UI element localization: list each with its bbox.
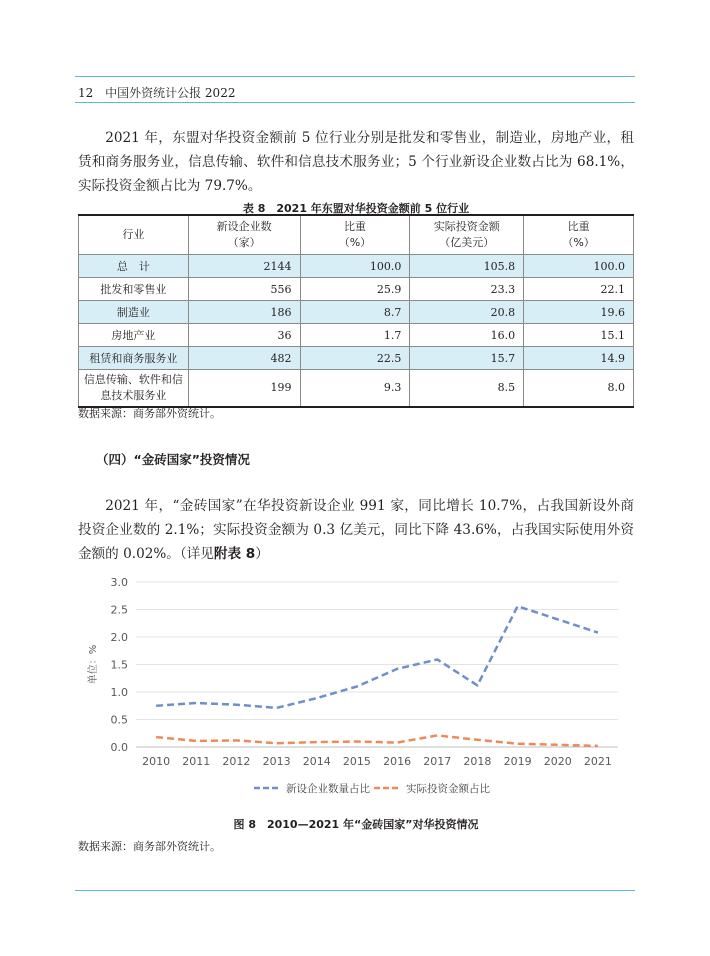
y-axis-label: 单位：% [88,644,99,685]
figure-caption: 图 8 2010—2021 年“金砖国家”对华投资情况 [233,818,479,831]
cell-share-amount: 14.9 [524,347,634,370]
table-row [79,278,634,301]
x-tick-label: 2015 [342,755,371,768]
row-label: 总 计 [79,255,189,278]
cell-share-amount: 15.1 [524,324,634,347]
x-tick-label: 2021 [583,755,612,768]
page-number: 12 [78,86,94,100]
brics-investment-line-chart [78,566,634,806]
row-label: 信息传输、软件和信 息技术服务业 [79,370,189,408]
paragraph-asean-text: 2021 年，东盟对华投资金额前 5 位行业分别是批发和零售业，制造业，房地产业，租赁和商务服务业，信息传输、软件和信息技术服务业；5 个行业新设企业数占比为 68.1%，实际投资金额占比为 79.7%。 [78,130,634,194]
table-source-note: 数据来源：商务部外资统计。 [78,407,221,420]
paragraph-brics [78,494,634,566]
cell-amount: 23.3 [410,278,524,301]
table-header-row [79,215,634,255]
page-header [78,84,235,101]
table-row [79,370,634,408]
row-label: 房地产业 [79,324,189,347]
cell-new-firms: 186 [188,301,300,324]
cell-share-firms: 1.7 [300,324,410,347]
cell-amount: 105.8 [410,255,524,278]
cell-new-firms: 556 [188,278,300,301]
header-top-rule [75,76,635,77]
col-header-new-firms: 新设企业数 （家） [188,215,300,255]
x-tick-label: 2012 [222,755,251,768]
legend-label-1: 新设企业数量占比 [286,783,370,795]
cell-share-firms: 25.9 [300,278,410,301]
cell-new-firms: 36 [188,324,300,347]
publication-title: 中国外资统计公报 2022 [105,86,236,100]
x-tick-label: 2019 [503,755,532,768]
x-tick-label: 2010 [142,755,171,768]
cell-share-firms: 22.5 [300,347,410,370]
y-tick-label: 1.0 [110,686,128,699]
cell-new-firms: 482 [188,347,300,370]
series-line-2 [156,735,598,746]
cell-amount: 8.5 [410,370,524,408]
cell-share-firms: 8.7 [300,301,410,324]
series-line-1 [156,606,598,708]
y-tick-label: 3.0 [110,576,128,589]
section-heading: （四）“金砖国家”投资情况 [96,452,250,467]
cell-amount: 20.8 [410,301,524,324]
row-label: 制造业 [79,301,189,324]
cell-share-amount: 8.0 [524,370,634,408]
asean-industry-table [78,214,634,408]
y-tick-label: 2.5 [110,603,128,617]
cell-new-firms: 2144 [188,255,300,278]
row-label: 租赁和商务服务业 [79,347,189,370]
col-header-share-amount: 比重 （%） [524,215,634,255]
x-tick-label: 2017 [423,755,452,768]
paragraph-asean [78,126,634,198]
col-header-industry: 行业 [79,215,189,255]
cell-share-firms: 100.0 [300,255,410,278]
legend-label-2: 实际投资金额占比 [406,783,490,795]
y-tick-label: 0.0 [110,741,128,754]
cell-share-amount: 22.1 [524,278,634,301]
y-tick-label: 1.5 [110,658,128,672]
col-header-share-firms: 比重 （%） [300,215,410,255]
x-tick-label: 2013 [262,755,291,768]
x-tick-label: 2011 [182,755,211,768]
x-tick-label: 2020 [543,755,572,768]
cell-share-firms: 9.3 [300,370,410,408]
x-tick-label: 2014 [302,755,331,768]
appendix-table-reference: 附表 8 [213,546,256,562]
y-tick-label: 2.0 [110,631,128,644]
x-tick-label: 2016 [383,755,412,768]
paragraph-brics-text: 2021 年，“金砖国家”在华投资新设企业 991 家，同比增长 10.7%，占我国新设外商投资企业数的 2.1%；实际投资金额为 0.3 亿美元，同比下降 43.6%，占我国实际使用外资金额的 0.02%。（详见附表 8） [78,498,634,562]
cell-share-amount: 19.6 [524,301,634,324]
table-row [79,255,634,278]
table-row [79,347,634,370]
table-caption: 表 8 2021 年东盟对华投资金额前 5 位行业 [242,202,470,215]
cell-amount: 15.7 [410,347,524,370]
figure-source-note: 数据来源：商务部外资统计。 [78,840,221,853]
row-label: 批发和零售业 [79,278,189,301]
x-tick-label: 2018 [463,755,492,768]
cell-share-amount: 100.0 [524,255,634,278]
cell-new-firms: 199 [188,370,300,408]
table-row [79,324,634,347]
col-header-amount: 实际投资金额 （亿美元） [410,215,524,255]
y-tick-label: 0.5 [110,713,128,727]
cell-amount: 16.0 [410,324,524,347]
header-bottom-rule [75,102,635,103]
footer-rule [75,890,635,891]
table-row [79,301,634,324]
